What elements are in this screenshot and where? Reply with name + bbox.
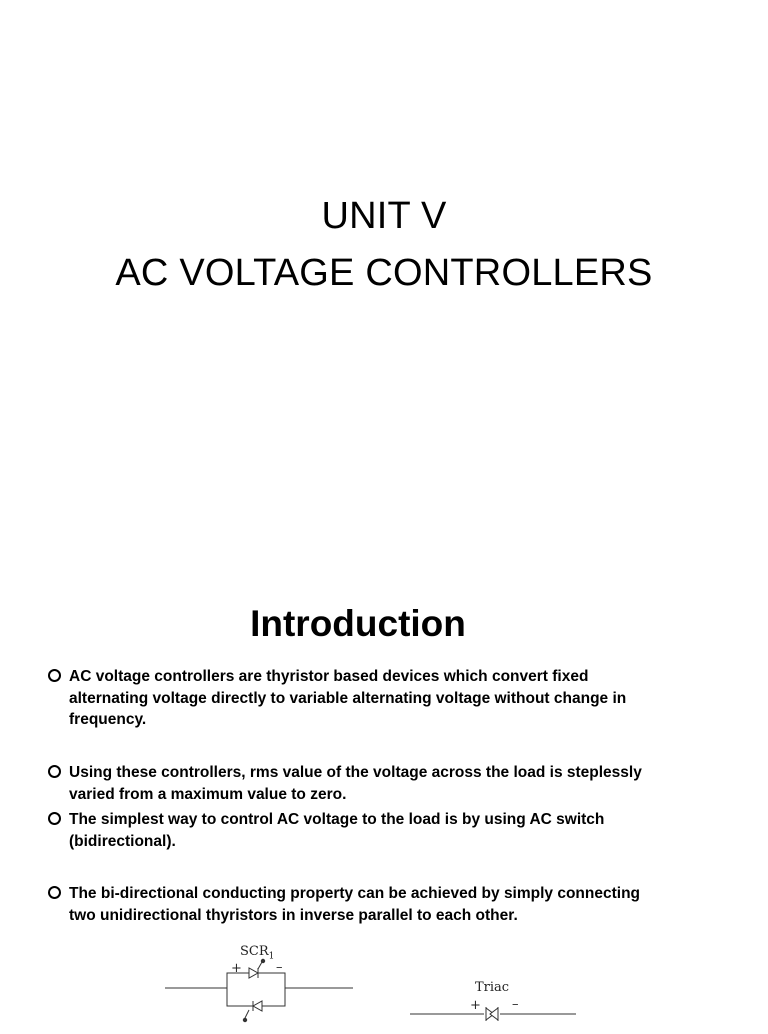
bullet-text: Using these controllers, rms value of the voltage across the load is steplessly varied from a maximum value to zero. [69,764,642,803]
bullet-item [48,666,658,731]
unit-title: UNIT V [321,195,447,237]
scr-circuit-icon [165,950,365,1030]
minus-sign: – [512,997,519,1012]
plus-sign: + [231,961,242,976]
bullet-circle-icon [48,669,61,682]
slide-heading: Introduction [250,603,466,644]
bullet-circle-icon [48,765,61,778]
plus-sign: + [470,998,481,1013]
bullet-text: The bi-directional conducting property can be achieved by simply connecting two unidirectional thyristors in inverse parallel to each other. [69,885,641,924]
bullet-text: The simplest way to control AC voltage to the load is by using AC switch (bidirectional). [69,811,605,850]
bullet-circle-icon [48,886,61,899]
bullet-circle-icon [48,812,61,825]
scr-label: $SCR_1$ [240,944,275,962]
slide-title: AC VOLTAGE CONTROLLERS [115,252,653,294]
bullet-item [48,809,658,852]
bullet-text: AC voltage controllers are thyristor based devices which convert fixed alternating voltage directly to variable alternating voltage without change in frequency. [69,668,627,728]
minus-sign: – [276,960,283,975]
triac-label: Triac [475,980,510,995]
introduction-slide [0,576,768,1024]
triac-icon [410,1004,590,1034]
bullet-item [48,762,658,805]
bullet-item [48,883,658,926]
